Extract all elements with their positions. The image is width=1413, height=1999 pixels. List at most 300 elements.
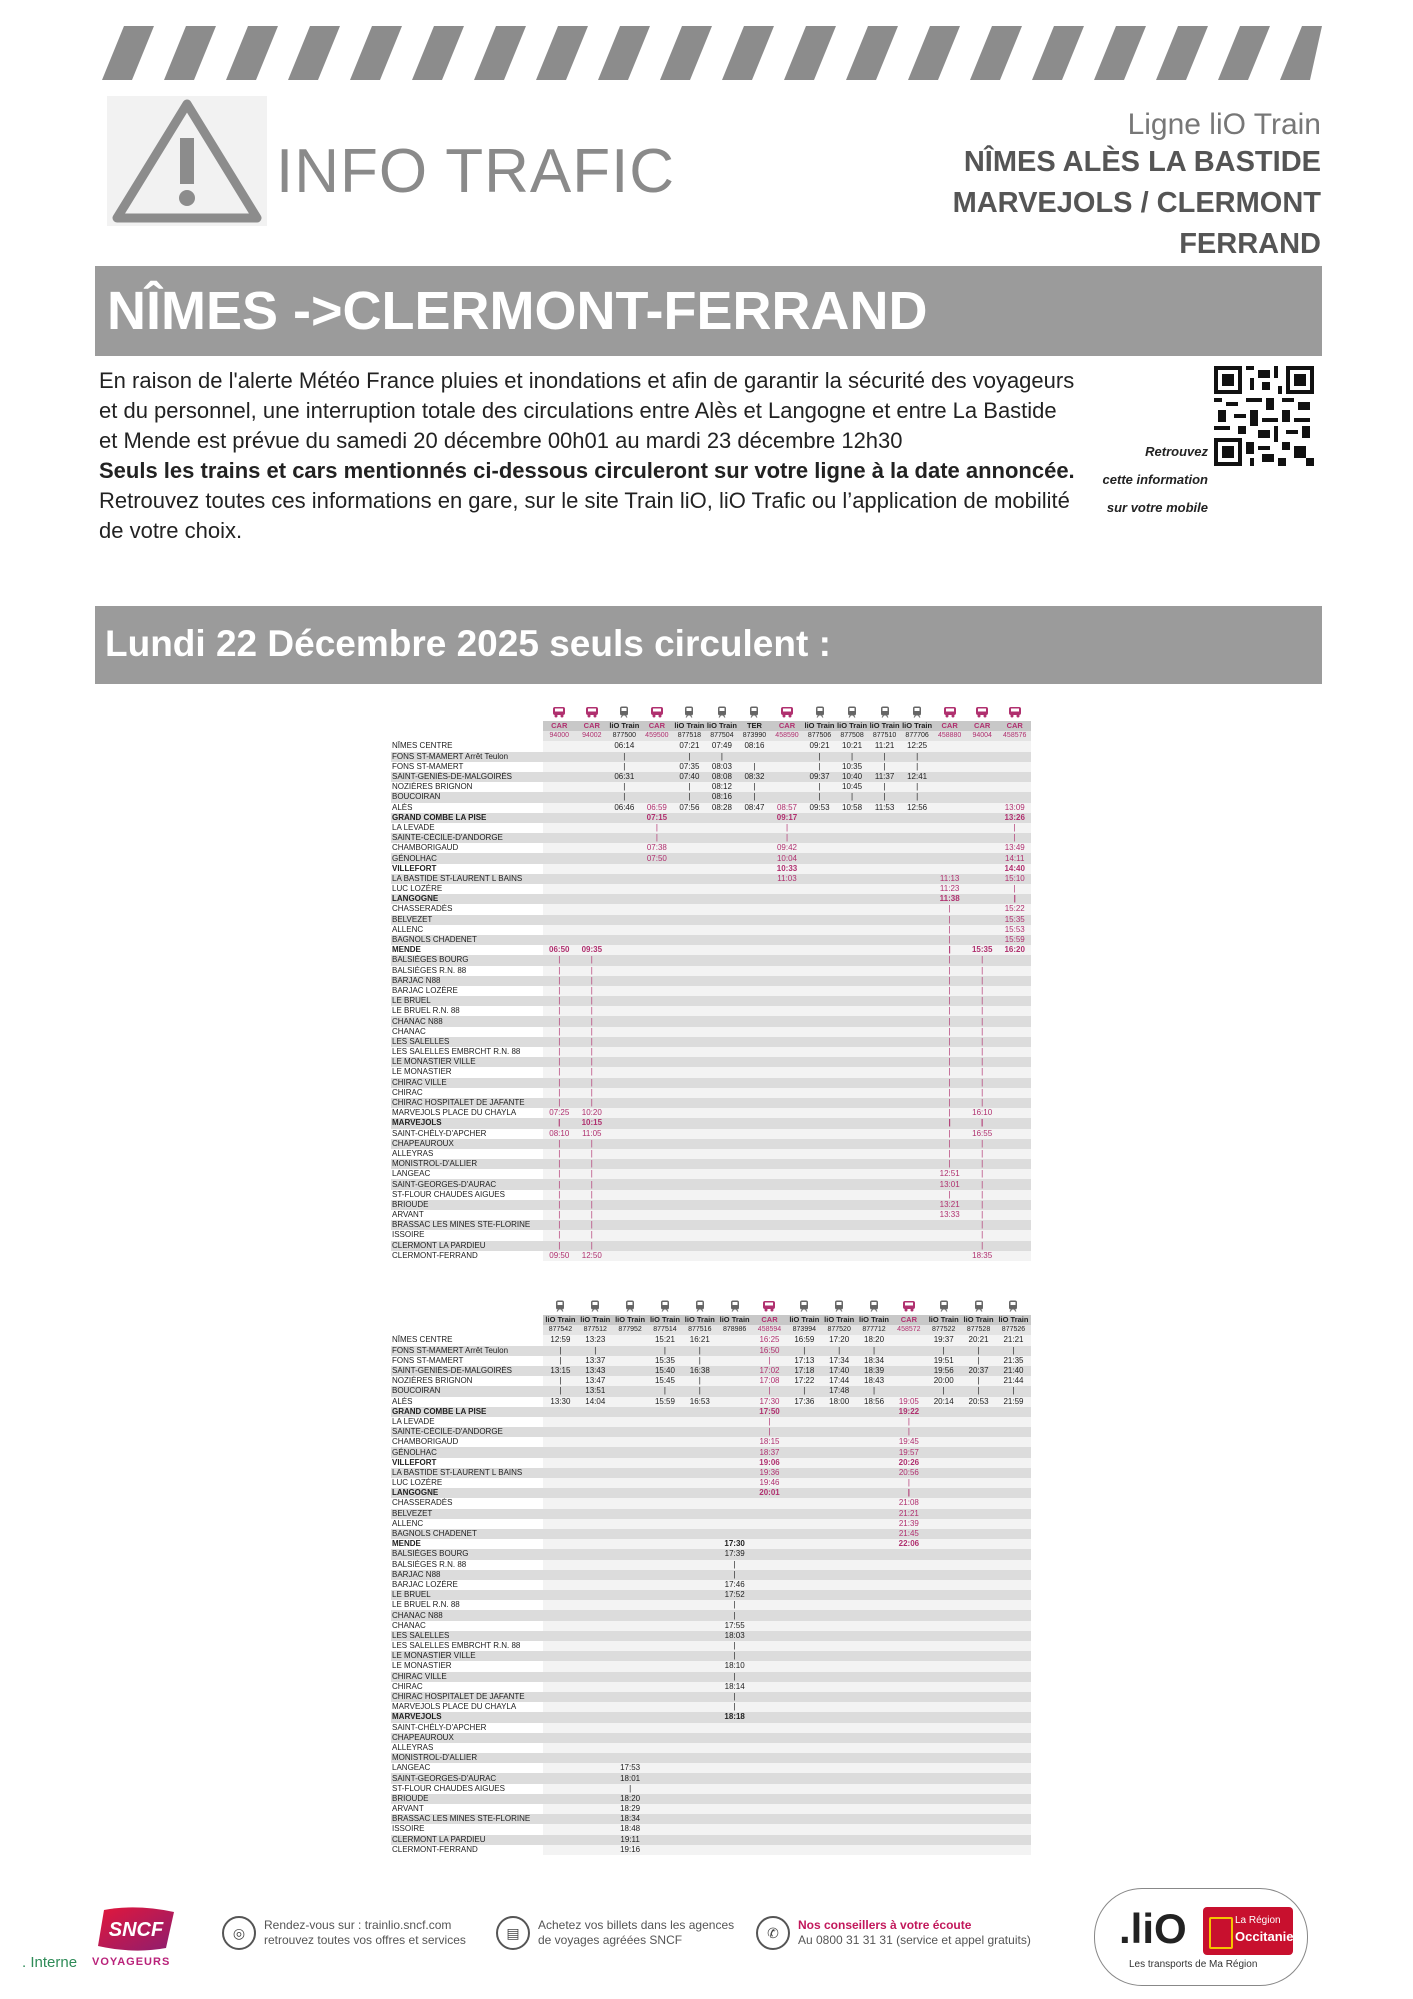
empty-cell: [857, 1835, 892, 1845]
service-number: 458594: [752, 1325, 787, 1335]
empty-cell: [961, 1651, 996, 1661]
empty-cell: [926, 1702, 961, 1712]
empty-cell: [998, 1200, 1031, 1210]
empty-cell: [578, 1468, 613, 1478]
train-icon: [682, 1300, 717, 1315]
website-info[interactable]: [222, 1916, 466, 1950]
empty-cell: [961, 1529, 996, 1539]
empty-cell: [543, 1651, 578, 1661]
empty-cell: [966, 741, 999, 751]
empty-cell: [578, 1610, 613, 1620]
website-line-2: retrouvez toutes vos offres et services: [264, 1933, 466, 1947]
empty-cell: [706, 1067, 739, 1077]
empty-cell: [836, 1057, 869, 1067]
empty-cell: [998, 1037, 1031, 1047]
empty-cell: [966, 813, 999, 823]
empty-cell: [673, 1149, 706, 1159]
empty-cell: [836, 1047, 869, 1057]
empty-cell: [673, 894, 706, 904]
empty-cell: [926, 1794, 961, 1804]
empty-cell: [926, 1845, 961, 1855]
empty-cell: [543, 741, 576, 751]
time-cell: |: [933, 1098, 966, 1108]
empty-cell: [787, 1845, 822, 1855]
empty-cell: [608, 935, 641, 945]
timetable-row: [391, 1397, 1031, 1407]
empty-cell: [891, 1794, 926, 1804]
empty-cell: [543, 843, 576, 853]
empty-cell: [738, 986, 771, 996]
service-type: CAR: [771, 721, 804, 731]
timetable-row: [391, 1241, 1031, 1251]
empty-cell: [576, 904, 609, 914]
time-cell: |: [891, 1488, 926, 1498]
empty-cell: [961, 1804, 996, 1814]
empty-cell: [608, 1179, 641, 1189]
empty-cell: [578, 1447, 613, 1457]
empty-cell: [771, 762, 804, 772]
time-cell: 17:20: [822, 1335, 857, 1345]
time-cell: 13:21: [933, 1200, 966, 1210]
time-cell: |: [543, 1057, 576, 1067]
empty-cell: [996, 1621, 1031, 1631]
empty-cell: [771, 1118, 804, 1128]
empty-cell: [998, 1078, 1031, 1088]
empty-cell: [648, 1519, 683, 1529]
empty-cell: [578, 1753, 613, 1763]
station-name: MONISTROL-D'ALLIER: [391, 1159, 543, 1169]
empty-cell: [926, 1417, 961, 1427]
time-cell: 08:57: [771, 803, 804, 813]
empty-cell: [857, 1549, 892, 1559]
empty-cell: [543, 1570, 578, 1580]
empty-cell: [822, 1682, 857, 1692]
empty-cell: [966, 823, 999, 833]
empty-cell: [613, 1549, 648, 1559]
time-cell: 17:18: [787, 1366, 822, 1376]
empty-cell: [706, 904, 739, 914]
timetable-row: [391, 1549, 1031, 1559]
empty-cell: [787, 1753, 822, 1763]
empty-cell: [961, 1712, 996, 1722]
empty-cell: [933, 833, 966, 843]
time-cell: 17:52: [717, 1590, 752, 1600]
time-cell: 08:08: [706, 772, 739, 782]
empty-cell: [543, 874, 576, 884]
time-cell: 16:50: [752, 1346, 787, 1356]
empty-cell: [738, 1251, 771, 1261]
empty-cell: [771, 996, 804, 1006]
station-name: SAINT-GEORGES-D'AURAC: [391, 1773, 543, 1783]
timetable-row: [391, 1845, 1031, 1855]
empty-cell: [578, 1661, 613, 1671]
empty-cell: [578, 1835, 613, 1845]
empty-cell: [771, 772, 804, 782]
empty-cell: [717, 1376, 752, 1386]
empty-cell: [857, 1498, 892, 1508]
time-cell: |: [578, 1346, 613, 1356]
time-cell: 10:04: [771, 853, 804, 863]
empty-cell: [998, 1149, 1031, 1159]
empty-cell: [787, 1447, 822, 1457]
timetable-row: [391, 1098, 1031, 1108]
empty-cell: [752, 1804, 787, 1814]
empty-cell: [836, 874, 869, 884]
empty-cell: [822, 1814, 857, 1824]
empty-cell: [966, 894, 999, 904]
time-cell: |: [576, 1190, 609, 1200]
train-icon: [868, 706, 901, 721]
station-name: CHIRAC: [392, 1087, 423, 1097]
time-cell: |: [966, 1067, 999, 1077]
time-cell: 15:45: [648, 1376, 683, 1386]
empty-cell: [682, 1580, 717, 1590]
empty-cell: [641, 1159, 674, 1169]
empty-cell: [868, 833, 901, 843]
empty-cell: [836, 823, 869, 833]
empty-cell: [787, 1794, 822, 1804]
empty-cell: [891, 1366, 926, 1376]
empty-cell: [771, 1006, 804, 1016]
empty-cell: [613, 1529, 648, 1539]
time-cell: 18:03: [717, 1631, 752, 1641]
empty-cell: [641, 945, 674, 955]
empty-cell: [803, 1016, 836, 1026]
empty-cell: [891, 1610, 926, 1620]
empty-cell: [578, 1672, 613, 1682]
empty-cell: [857, 1641, 892, 1651]
empty-cell: [641, 741, 674, 751]
timetable-row: [391, 1498, 1031, 1508]
empty-cell: [706, 813, 739, 823]
empty-cell: [682, 1437, 717, 1447]
timetable-row: [391, 1509, 1031, 1519]
empty-cell: [822, 1733, 857, 1743]
empty-cell: [822, 1407, 857, 1417]
empty-cell: [673, 915, 706, 925]
empty-cell: [803, 1057, 836, 1067]
empty-cell: [822, 1784, 857, 1794]
train-icon: [706, 706, 739, 721]
qr-code[interactable]: [1214, 366, 1314, 466]
time-cell: |: [926, 1386, 961, 1396]
qr-caption: [1088, 438, 1208, 522]
empty-cell: [901, 1190, 934, 1200]
time-cell: 17:39: [717, 1549, 752, 1559]
empty-cell: [803, 1047, 836, 1057]
empty-cell: [613, 1570, 648, 1580]
timetable-row: [391, 1139, 1031, 1149]
empty-cell: [641, 864, 674, 874]
time-cell: |: [717, 1672, 752, 1682]
empty-cell: [682, 1417, 717, 1427]
empty-cell: [682, 1723, 717, 1733]
service-number: 877952: [613, 1325, 648, 1335]
empty-cell: [613, 1600, 648, 1610]
time-cell: |: [961, 1386, 996, 1396]
time-cell: 16:53: [682, 1397, 717, 1407]
empty-cell: [682, 1610, 717, 1620]
empty-cell: [608, 1149, 641, 1159]
empty-cell: [543, 904, 576, 914]
empty-cell: [901, 833, 934, 843]
time-cell: |: [717, 1600, 752, 1610]
time-cell: 17:30: [752, 1397, 787, 1407]
station-name: CHIRAC: [392, 1681, 423, 1691]
tickets-line-2: de voyages agréées SNCF: [538, 1933, 683, 1947]
empty-cell: [543, 935, 576, 945]
time-cell: |: [543, 1210, 576, 1220]
time-cell: |: [966, 1220, 999, 1230]
empty-cell: [857, 1651, 892, 1661]
time-cell: |: [933, 986, 966, 996]
empty-cell: [868, 935, 901, 945]
empty-cell: [578, 1845, 613, 1855]
empty-cell: [648, 1723, 683, 1733]
empty-cell: [868, 853, 901, 863]
empty-cell: [868, 1200, 901, 1210]
time-cell: 17:02: [752, 1366, 787, 1376]
bus-icon: [752, 1300, 787, 1315]
empty-cell: [608, 1118, 641, 1128]
empty-cell: [673, 864, 706, 874]
time-cell: 11:53: [868, 803, 901, 813]
empty-cell: [998, 741, 1031, 751]
empty-cell: [682, 1631, 717, 1641]
timetable-row: [391, 853, 1031, 863]
timetable-row: [391, 976, 1031, 986]
empty-cell: [578, 1773, 613, 1783]
empty-cell: [868, 843, 901, 853]
station-name: MARVEJOLS: [391, 1118, 543, 1128]
timetable-row: [391, 1179, 1031, 1189]
empty-cell: [576, 792, 609, 802]
empty-cell: [641, 976, 674, 986]
empty-cell: [836, 945, 869, 955]
time-cell: |: [868, 752, 901, 762]
empty-cell: [543, 1539, 578, 1549]
empty-cell: [576, 752, 609, 762]
time-cell: 13:47: [578, 1376, 613, 1386]
station-name: CHIRAC VILLE: [391, 1672, 543, 1682]
empty-cell: [543, 1519, 578, 1529]
empty-cell: [613, 1692, 648, 1702]
station-name: NÎMES CENTRE: [392, 1335, 453, 1345]
time-cell: |: [966, 1139, 999, 1149]
timetable-row: [391, 935, 1031, 945]
empty-cell: [578, 1763, 613, 1773]
timetable-row: [391, 1037, 1031, 1047]
time-cell: 18:34: [613, 1814, 648, 1824]
empty-cell: [648, 1794, 683, 1804]
empty-cell: [836, 1027, 869, 1037]
service-number: 877520: [822, 1325, 857, 1335]
empty-cell: [961, 1549, 996, 1559]
empty-cell: [578, 1702, 613, 1712]
train-icon: [717, 1300, 752, 1315]
empty-cell: [641, 752, 674, 762]
station-name: GÉNOLHAC: [391, 1447, 543, 1457]
empty-cell: [961, 1600, 996, 1610]
empty-cell: [641, 894, 674, 904]
empty-cell: [752, 1661, 787, 1671]
empty-cell: [641, 772, 674, 782]
time-cell: 16:38: [682, 1366, 717, 1376]
region-line-2: Occitanie: [1235, 1929, 1294, 1944]
empty-cell: [891, 1570, 926, 1580]
time-cell: |: [543, 1356, 578, 1366]
station-name: BRASSAC LES MINES STE-FLORINE: [391, 1814, 543, 1824]
empty-cell: [836, 1098, 869, 1108]
empty-cell: [578, 1631, 613, 1641]
bus-icon: [641, 706, 674, 721]
empty-cell: [803, 864, 836, 874]
empty-cell: [717, 1784, 752, 1794]
empty-cell: [996, 1417, 1031, 1427]
timetable-row: [391, 772, 1031, 782]
empty-cell: [901, 945, 934, 955]
station-name: LA BASTIDE ST-LAURENT L BAINS: [391, 1468, 543, 1478]
empty-cell: [576, 813, 609, 823]
empty-cell: [961, 1723, 996, 1733]
empty-cell: [961, 1478, 996, 1488]
empty-cell: [901, 1108, 934, 1118]
empty-cell: [926, 1610, 961, 1620]
time-cell: 15:35: [648, 1356, 683, 1366]
empty-cell: [738, 904, 771, 914]
empty-cell: [543, 1468, 578, 1478]
empty-cell: [738, 1190, 771, 1200]
empty-cell: [648, 1529, 683, 1539]
empty-cell: [822, 1753, 857, 1763]
station-name: VILLEFORT: [392, 863, 437, 873]
empty-cell: [926, 1560, 961, 1570]
station-name: CHAPEAUROUX: [391, 1733, 543, 1743]
station-name: CLERMONT LA PARDIEU: [391, 1835, 543, 1845]
empty-cell: [901, 1047, 934, 1057]
empty-cell: [608, 955, 641, 965]
time-cell: |: [543, 1088, 576, 1098]
station-name: MARVEJOLS PLACE DU CHAYLA: [392, 1108, 517, 1118]
empty-cell: [641, 1241, 674, 1251]
empty-cell: [901, 1067, 934, 1077]
empty-cell: [926, 1447, 961, 1457]
empty-cell: [738, 1118, 771, 1128]
time-cell: |: [576, 1006, 609, 1016]
empty-cell: [822, 1712, 857, 1722]
station-name: BELVEZET: [391, 915, 543, 925]
empty-cell: [613, 1651, 648, 1661]
empty-cell: [648, 1682, 683, 1692]
time-cell: |: [543, 976, 576, 986]
time-cell: 20:37: [961, 1366, 996, 1376]
empty-cell: [787, 1784, 822, 1794]
empty-cell: [961, 1733, 996, 1743]
phone-info[interactable]: [756, 1916, 1031, 1950]
time-cell: 15:21: [648, 1335, 683, 1345]
empty-cell: [996, 1723, 1031, 1733]
time-cell: |: [933, 1118, 966, 1128]
empty-cell: [926, 1835, 961, 1845]
time-cell: 06:46: [608, 803, 641, 813]
empty-cell: [868, 996, 901, 1006]
empty-cell: [926, 1488, 961, 1498]
service-type: liO Train: [609, 721, 640, 731]
empty-cell: [706, 1098, 739, 1108]
empty-cell: [608, 996, 641, 1006]
empty-cell: [771, 1210, 804, 1220]
time-cell: |: [933, 925, 966, 935]
time-cell: 10:35: [836, 762, 869, 772]
empty-cell: [998, 1067, 1031, 1077]
empty-cell: [771, 894, 804, 904]
time-cell: 17:13: [787, 1356, 822, 1366]
empty-cell: [613, 1407, 648, 1417]
service-number: 873994: [787, 1325, 822, 1335]
empty-cell: [996, 1631, 1031, 1641]
empty-cell: [961, 1468, 996, 1478]
service-type: CAR: [641, 721, 674, 731]
empty-cell: [933, 843, 966, 853]
time-cell: |: [576, 1179, 609, 1189]
timetable-row: [391, 843, 1031, 853]
empty-cell: [673, 1210, 706, 1220]
empty-cell: [648, 1712, 683, 1722]
empty-cell: [543, 915, 576, 925]
time-cell: 21:35: [996, 1356, 1031, 1366]
empty-cell: [966, 925, 999, 935]
empty-cell: [803, 1078, 836, 1088]
empty-cell: [717, 1407, 752, 1417]
train-icon: [836, 706, 869, 721]
empty-cell: [787, 1529, 822, 1539]
timetable-row: [391, 1220, 1031, 1230]
empty-cell: [891, 1335, 926, 1345]
empty-cell: [891, 1743, 926, 1753]
empty-cell: [998, 1016, 1031, 1026]
time-cell: |: [608, 752, 641, 762]
empty-cell: [901, 1129, 934, 1139]
time-cell: 17:36: [787, 1397, 822, 1407]
service-type: liO Train: [706, 721, 737, 731]
empty-cell: [998, 986, 1031, 996]
time-cell: |: [803, 792, 836, 802]
time-cell: |: [576, 1027, 609, 1037]
empty-cell: [857, 1427, 892, 1437]
empty-cell: [576, 853, 609, 863]
time-cell: |: [933, 1016, 966, 1026]
empty-cell: [673, 1098, 706, 1108]
time-cell: 13:01: [933, 1179, 966, 1189]
empty-cell: [891, 1804, 926, 1814]
empty-cell: [706, 1016, 739, 1026]
time-cell: 18:37: [752, 1447, 787, 1457]
station-name: LES SALELLES: [391, 1037, 543, 1047]
timetable-row: [391, 1773, 1031, 1783]
station-name: SAINT-GEORGES-D'AURAC: [391, 1179, 543, 1189]
empty-cell: [787, 1773, 822, 1783]
time-cell: |: [608, 782, 641, 792]
time-cell: |: [576, 1098, 609, 1108]
empty-cell: [673, 935, 706, 945]
time-cell: |: [933, 915, 966, 925]
empty-cell: [891, 1733, 926, 1743]
train-icon: [673, 706, 706, 721]
empty-cell: [673, 986, 706, 996]
timetable-row: [391, 1210, 1031, 1220]
empty-cell: [613, 1682, 648, 1692]
empty-cell: [578, 1743, 613, 1753]
